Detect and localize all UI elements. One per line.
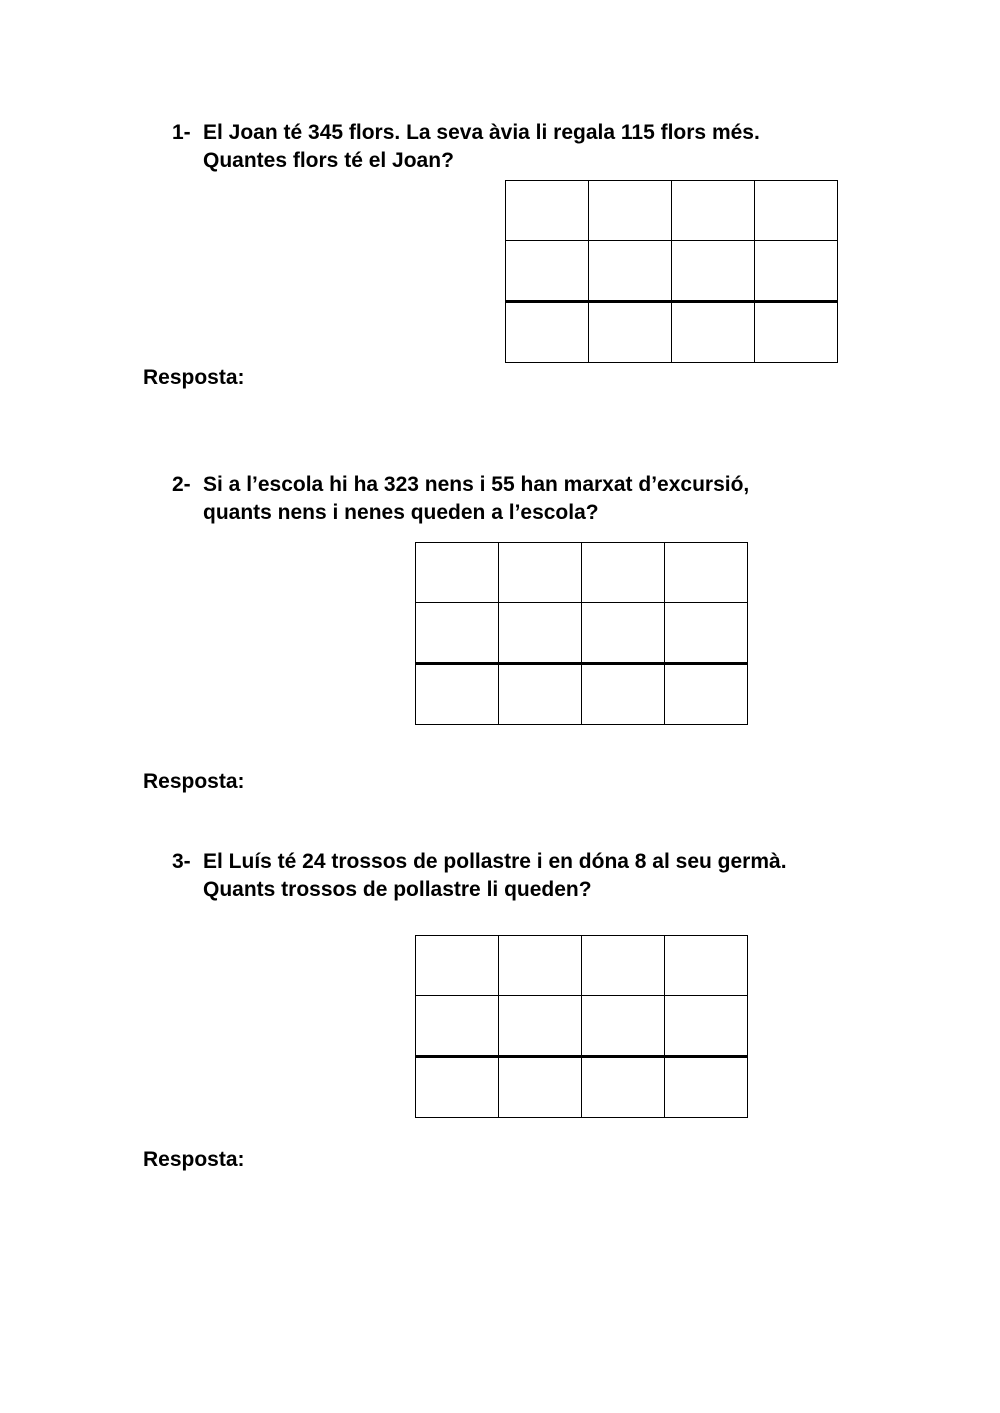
grid-cell[interactable] — [582, 936, 665, 996]
grid-cell[interactable] — [589, 241, 672, 302]
grid-cell[interactable] — [499, 543, 582, 603]
result-cell[interactable] — [672, 302, 755, 363]
grid-cell[interactable] — [582, 603, 665, 664]
question-line-1: El Luís té 24 trossos de pollastre i en dóna 8 al seu germà. — [203, 850, 787, 873]
answer-label: Resposta: — [143, 1148, 245, 1171]
question-line-2: quants nens i nenes queden a l’escola? — [203, 501, 599, 524]
grid-cell[interactable] — [589, 181, 672, 241]
grid-cell[interactable] — [416, 603, 499, 664]
grid-cell[interactable] — [416, 543, 499, 603]
result-cell[interactable] — [582, 664, 665, 725]
grid-cell[interactable] — [416, 936, 499, 996]
grid-cell[interactable] — [499, 996, 582, 1057]
grid-cell[interactable] — [499, 936, 582, 996]
grid-cell[interactable] — [755, 241, 838, 302]
grid-cell[interactable] — [665, 996, 748, 1057]
calculation-grid — [505, 180, 838, 363]
question-line-1: Si a l’escola hi ha 323 nens i 55 han marxat d’excursió, — [203, 473, 750, 496]
result-cell[interactable] — [506, 302, 589, 363]
answer-label: Resposta: — [143, 770, 245, 793]
calculation-grid — [415, 542, 748, 725]
result-cell[interactable] — [416, 1057, 499, 1118]
result-cell[interactable] — [499, 1057, 582, 1118]
question-line-1: El Joan té 345 flors. La seva àvia li regala 115 flors més. — [203, 121, 760, 144]
grid-cell[interactable] — [506, 241, 589, 302]
grid-cell[interactable] — [665, 603, 748, 664]
result-cell[interactable] — [665, 1057, 748, 1118]
calculation-grid — [415, 935, 748, 1118]
result-cell[interactable] — [499, 664, 582, 725]
answer-label: Resposta: — [143, 366, 245, 389]
question-line-2: Quantes flors té el Joan? — [203, 149, 454, 172]
grid-cell[interactable] — [499, 603, 582, 664]
question-number: 1- — [172, 121, 191, 144]
grid-cell[interactable] — [582, 996, 665, 1057]
grid-cell[interactable] — [672, 181, 755, 241]
grid-cell[interactable] — [582, 543, 665, 603]
question-line-2: Quants trossos de pollastre li queden? — [203, 878, 592, 901]
result-cell[interactable] — [589, 302, 672, 363]
grid-cell[interactable] — [416, 996, 499, 1057]
question-number: 2- — [172, 473, 191, 496]
result-cell[interactable] — [582, 1057, 665, 1118]
grid-cell[interactable] — [665, 543, 748, 603]
result-cell[interactable] — [755, 302, 838, 363]
question-number: 3- — [172, 850, 191, 873]
grid-cell[interactable] — [506, 181, 589, 241]
grid-cell[interactable] — [672, 241, 755, 302]
grid-cell[interactable] — [665, 936, 748, 996]
result-cell[interactable] — [416, 664, 499, 725]
result-cell[interactable] — [665, 664, 748, 725]
grid-cell[interactable] — [755, 181, 838, 241]
